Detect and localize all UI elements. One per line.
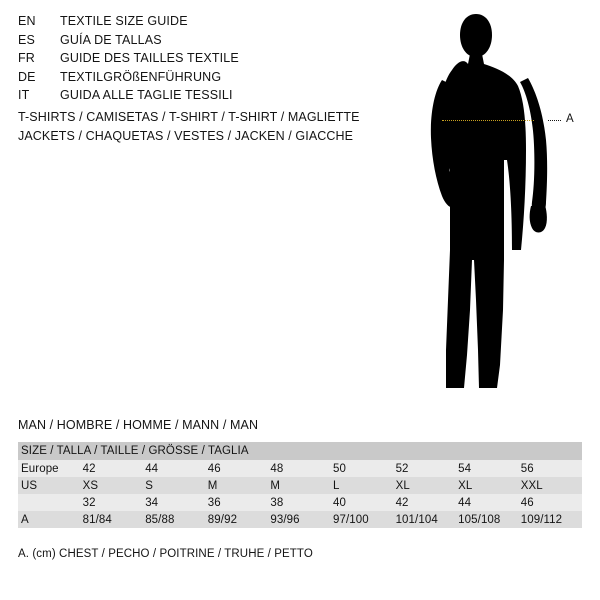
row-label: Europe xyxy=(18,460,81,477)
cell: 34 xyxy=(143,494,206,511)
chest-marker-label: A xyxy=(566,113,574,125)
cell: 42 xyxy=(394,494,457,511)
size-table xyxy=(18,442,582,528)
table-header-label: SIZE / TALLA / TAILLE / GRÖSSE / TAGLIA xyxy=(18,442,582,460)
male-silhouette-figure xyxy=(400,10,590,400)
cell: 38 xyxy=(268,494,331,511)
language-row xyxy=(18,51,368,70)
cell: 101/104 xyxy=(394,511,457,528)
language-row xyxy=(18,88,368,107)
cell: 89/92 xyxy=(206,511,269,528)
language-code: IT xyxy=(18,88,30,102)
chest-marker-dash xyxy=(548,120,561,121)
cell: M xyxy=(268,477,331,494)
cell: S xyxy=(143,477,206,494)
language-row xyxy=(18,33,368,52)
silhouette-icon xyxy=(400,10,590,400)
table-header-row xyxy=(18,442,582,460)
language-code: FR xyxy=(18,51,35,65)
table-row xyxy=(18,477,582,494)
table-row xyxy=(18,460,582,477)
language-row xyxy=(18,14,368,33)
language-text: GUIDE DES TAILLES TEXTILE xyxy=(60,51,239,65)
cell: 44 xyxy=(143,460,206,477)
cell: L xyxy=(331,477,394,494)
table-row xyxy=(18,511,582,528)
language-text: TEXTILGRÖßENFÜHRUNG xyxy=(60,69,222,84)
cell: 109/112 xyxy=(519,511,582,528)
cell: 105/108 xyxy=(456,511,519,528)
row-label: A xyxy=(18,511,81,528)
cell: 93/96 xyxy=(268,511,331,528)
cell: 50 xyxy=(331,460,394,477)
garment-category-tshirts: T-SHIRTS / CAMISETAS / T-SHIRT / T-SHIRT / MAGLIETTE xyxy=(18,110,360,124)
cell: 85/88 xyxy=(143,511,206,528)
language-row xyxy=(18,70,368,89)
cell: 52 xyxy=(394,460,457,477)
garment-category-list xyxy=(18,110,378,148)
cell: 48 xyxy=(268,460,331,477)
garment-category-jackets: JACKETS / CHAQUETAS / VESTES / JACKEN / GIACCHE xyxy=(18,129,354,143)
cell: XL xyxy=(394,477,457,494)
cell: M xyxy=(206,477,269,494)
cell: 40 xyxy=(331,494,394,511)
cell: XS xyxy=(81,477,144,494)
language-code: DE xyxy=(18,69,36,84)
footnote: A. (cm) CHEST / PECHO / POITRINE / TRUHE / PETTO xyxy=(18,548,313,560)
row-label xyxy=(18,494,81,511)
table-title: MAN / HOMBRE / HOMME / MANN / MAN xyxy=(18,418,259,432)
table-row xyxy=(18,494,582,511)
cell: 54 xyxy=(456,460,519,477)
cell: 44 xyxy=(456,494,519,511)
language-text: TEXTILE SIZE GUIDE xyxy=(60,14,188,28)
language-text: GUÍA DE TALLAS xyxy=(60,32,162,47)
cell: 46 xyxy=(519,494,582,511)
language-list xyxy=(18,14,368,107)
cell: 56 xyxy=(519,460,582,477)
cell: 97/100 xyxy=(331,511,394,528)
cell: 36 xyxy=(206,494,269,511)
language-code: EN xyxy=(18,14,36,28)
cell: 81/84 xyxy=(81,511,144,528)
chest-measure-line xyxy=(442,120,534,121)
cell: XL xyxy=(456,477,519,494)
row-label: US xyxy=(18,477,81,494)
cell: XXL xyxy=(519,477,582,494)
cell: 32 xyxy=(81,494,144,511)
cell: 46 xyxy=(206,460,269,477)
language-text: GUIDA ALLE TAGLIE TESSILI xyxy=(60,88,233,102)
cell: 42 xyxy=(81,460,144,477)
language-code: ES xyxy=(18,32,35,47)
